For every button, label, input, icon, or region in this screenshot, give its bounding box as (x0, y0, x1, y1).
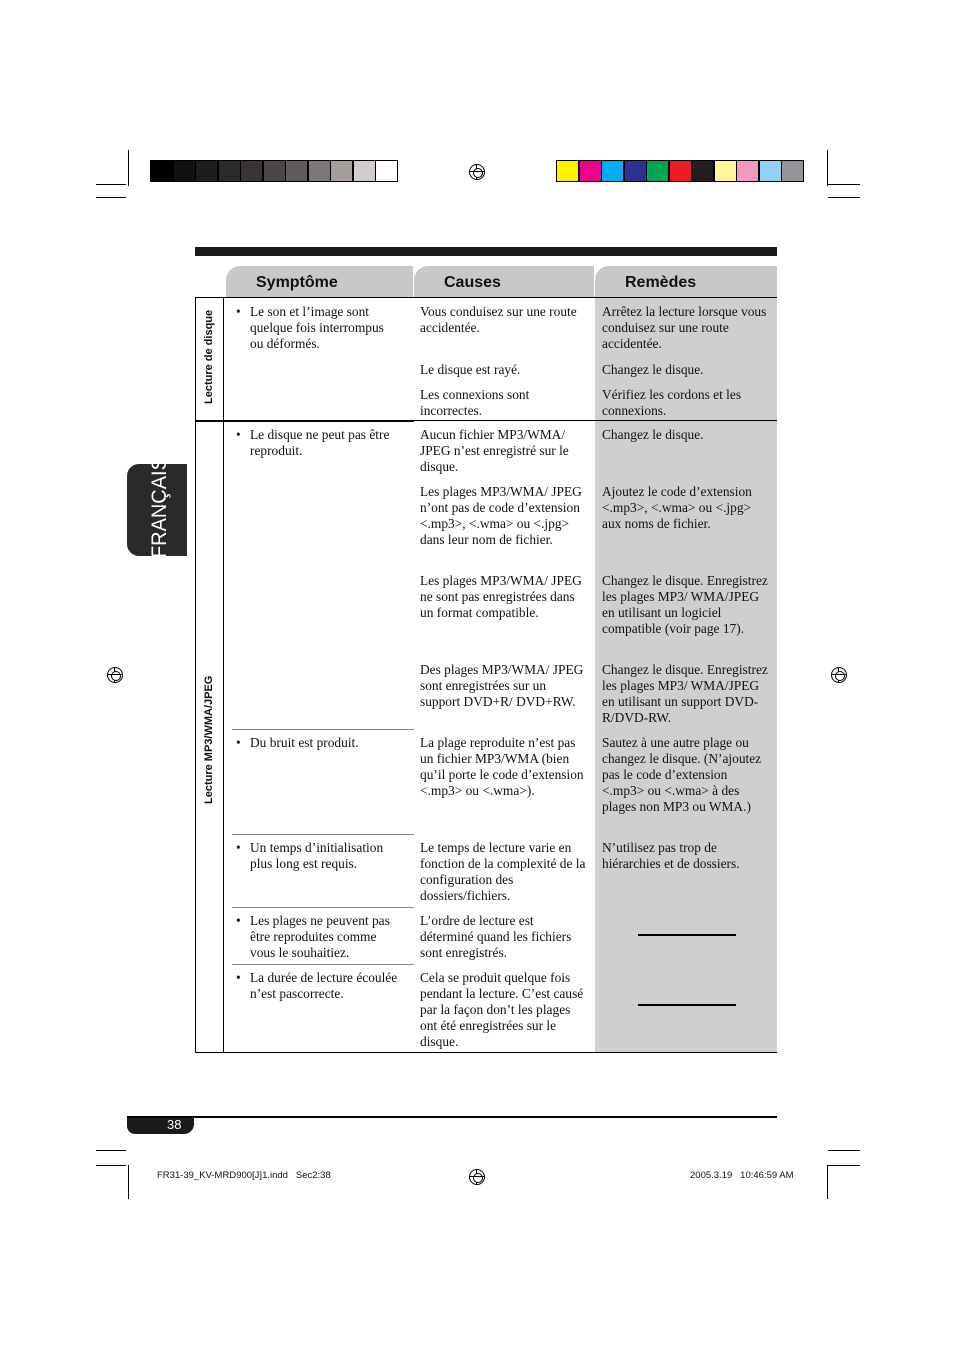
footer-timestamp: 2005.3.19 10:46:59 AM (690, 1170, 794, 1181)
page-number-tab (127, 1118, 194, 1134)
color-swatch (736, 160, 759, 182)
color-swatch (669, 160, 692, 182)
gray-swatch (308, 160, 331, 182)
symptom-text: Du bruit est produit. (250, 735, 359, 750)
remedy-cell (595, 567, 777, 656)
cause-text: Aucun fichier MP3/WMA/ JPEG n’est enregistré sur le disque. (420, 427, 569, 474)
remedy-cell (595, 834, 777, 907)
gray-swatch (173, 160, 196, 182)
gray-swatch (263, 160, 286, 182)
remedy-text (595, 907, 777, 913)
gray-swatch (150, 160, 173, 182)
bullet: • (236, 304, 241, 319)
symptom-cell (224, 427, 404, 484)
remedy-cell (595, 298, 777, 356)
cause-cell (414, 381, 595, 420)
registration-mark-right (831, 667, 847, 683)
bullet: • (236, 970, 241, 985)
color-swatch (556, 160, 579, 182)
page-number: 38 (167, 1117, 182, 1132)
bottom-rule (127, 1116, 777, 1118)
remedy-cell (595, 421, 777, 478)
remedy-text: Vérifiez les cordons et les connexions. (602, 387, 742, 418)
gray-swatch (375, 160, 398, 182)
cause-cell (414, 421, 595, 478)
remedy-text: Changez le disque. Enregistrez les plages MP3/ WMA/JPEG en utilisant un logiciel compatible (voir page 17). (602, 573, 768, 636)
gray-swatch (330, 160, 353, 182)
symptom-text: Les plages ne peuvent pas être reproduites comme vous le souhaitiez. (250, 913, 390, 960)
cause-cell (414, 656, 595, 729)
remedy-text (595, 964, 777, 970)
remedy-text: Changez le disque. (602, 362, 704, 377)
symptom-text: Le disque ne peut pas être reproduit. (250, 427, 390, 458)
symptom-cell (224, 304, 404, 362)
symptom-cell (224, 970, 404, 1058)
remedy-text: Changez le disque. Enregistrez les plages MP3/ WMA/JPEG en utilisant un support DVD-R/DVD-RW. (602, 662, 768, 725)
gray-swatch (195, 160, 218, 182)
cause-text: Cela se produit quelque fois pendant la lecture. C’est causé par la façon don’t les plages ont été enregistrées sur le disque. (420, 970, 584, 1049)
cause-text: Le temps de lecture varie en fonction de la complexité de la configuration des dossiers/fichiers. (420, 840, 586, 903)
color-swatch (579, 160, 602, 182)
remedy-none-line (638, 934, 736, 936)
cause-text: Les plages MP3/WMA/ JPEG n’ont pas de code d’extension <.mp3>, <.wma> ou <.jpg> dans leur nom de fichier. (420, 484, 582, 547)
symptom-text: Un temps d’initialisation plus long est requis. (250, 840, 384, 871)
registration-mark-bottom (469, 1169, 485, 1185)
cause-cell (414, 729, 595, 834)
cause-cell (414, 356, 595, 381)
cause-cell (414, 567, 595, 656)
cause-cell (414, 478, 595, 567)
footer-file-info: FR31-39_KV-MRD900[J]1.indd Sec2:38 (157, 1170, 331, 1181)
registration-mark-left (107, 667, 123, 683)
symptom-cell (224, 913, 404, 970)
cause-text: Vous conduisez sur une route accidentée. (420, 304, 577, 335)
bullet: • (236, 427, 241, 442)
color-swatch (646, 160, 669, 182)
remedy-cell (595, 729, 777, 834)
cause-text: La plage reproduite n’est pas un fichier MP3/WMA (bien qu’il porte le code d’extension <.mp3> ou <.wma>). (420, 735, 584, 798)
section-label-disc: Lecture de disque (203, 309, 215, 404)
bullet: • (236, 735, 241, 750)
registration-mark-top (469, 164, 485, 180)
color-swatch (601, 160, 624, 182)
cause-cell (414, 834, 595, 907)
gray-swatch (240, 160, 263, 182)
gray-swatch (218, 160, 241, 182)
cause-text: L’ordre de lecture est déterminé quand les fichiers sont enregistrés. (420, 913, 572, 960)
gray-swatch (353, 160, 376, 182)
cause-text: Le disque est rayé. (420, 362, 521, 377)
table-left-border (195, 298, 196, 1053)
symptom-text: Le son et l’image sont quelque fois interrompus ou déformés. (250, 304, 384, 351)
cause-cell (414, 907, 595, 964)
bullet: • (236, 913, 241, 928)
remedy-text: Ajoutez le code d’extension <.mp3>, <.wma> ou <.jpg> aux noms de fichier. (602, 484, 752, 531)
remedy-text: Arrêtez la lecture lorsque vous conduisez sur une route accidentée. (602, 304, 767, 351)
cause-text: Les connexions sont incorrectes. (420, 387, 530, 418)
top-rule (195, 247, 777, 256)
remedy-cell (595, 478, 777, 567)
symptom-cell (224, 735, 404, 840)
color-swatch (759, 160, 782, 182)
symptom-cell (224, 840, 404, 913)
remedy-text: Sautez à une autre plage ou changez le disque. (N’ajoutez pas le code d’extension <.mp3> ou <.wma> à des plages non MP3 ou WMA.) (602, 735, 762, 814)
remedy-none-line (638, 1004, 736, 1006)
remedy-cell (595, 381, 777, 420)
cause-text: Des plages MP3/WMA/ JPEG sont enregistrées sur un support DVD+R/ DVD+RW. (420, 662, 584, 709)
remedy-cell (595, 656, 777, 729)
remedy-cell (595, 356, 777, 381)
color-swatch (691, 160, 714, 182)
color-swatch (781, 160, 804, 182)
remedy-text: Changez le disque. (602, 427, 704, 442)
color-swatch (714, 160, 737, 182)
cause-text: Les plages MP3/WMA/ JPEG ne sont pas enregistrées dans un format compatible. (420, 573, 582, 620)
header-remedies: Remèdes (595, 266, 777, 298)
cause-cell (414, 964, 595, 1052)
color-swatch (624, 160, 647, 182)
cause-cell (414, 298, 595, 356)
symptom-text: La durée de lecture écoulée n’est pascorrecte. (250, 970, 398, 1001)
bullet: • (236, 840, 241, 855)
remedy-cell (595, 964, 777, 1052)
remedy-text: N’utilisez pas trop de hiérarchies et de dossiers. (602, 840, 740, 871)
header-symptom: Symptôme (226, 266, 413, 298)
header-causes: Causes (414, 266, 594, 298)
language-tab-label: FRANÇAIS (148, 457, 171, 558)
gray-swatch (285, 160, 308, 182)
section-label-mp3: Lecture MP3/WMA/JPEG (203, 675, 215, 804)
